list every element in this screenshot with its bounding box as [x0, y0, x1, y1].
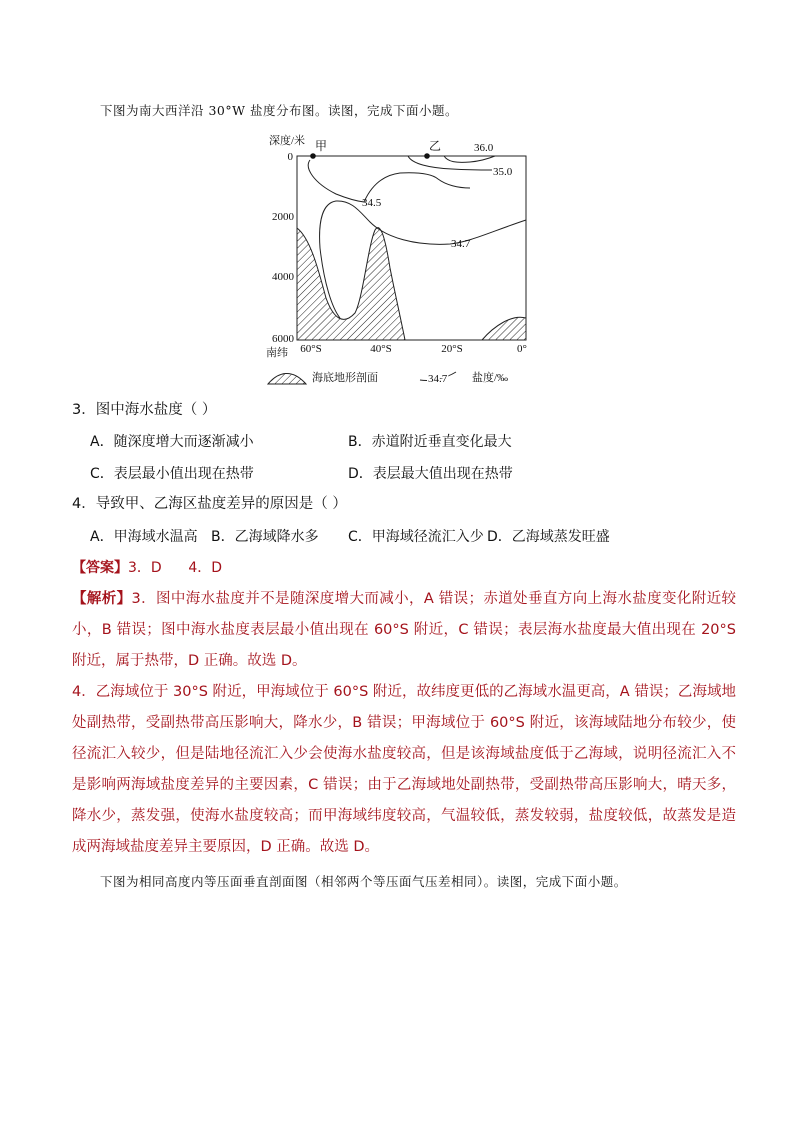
- answer-text: 3．D 4．D: [128, 560, 223, 576]
- intro-text-1: 下图为南大西洋沿 30°W 盐度分布图。读图，完成下面小题。: [100, 103, 458, 118]
- q4-option-d: D．乙海域蒸发旺盛: [487, 529, 610, 545]
- analysis-q3: [72, 584, 736, 677]
- q4-option-b: B．乙海域降水多: [211, 529, 319, 545]
- depth-tick-6000: 6000: [272, 333, 294, 345]
- legend-isoline-label: 盐度/‰: [472, 372, 509, 384]
- depth-tick-2000: 2000: [272, 211, 294, 223]
- isoline-label-34-5: 34.5: [362, 197, 382, 209]
- point-yi-marker: [424, 153, 430, 159]
- question-3-stem: 3．图中海水盐度（ ）: [72, 402, 217, 418]
- point-jia-label: 甲: [315, 139, 328, 153]
- legend-seafloor-label: 海底地形剖面: [312, 372, 378, 384]
- lat-tick-60: 60°S: [300, 343, 322, 355]
- seafloor-right: [482, 317, 526, 340]
- analysis-q4: 4．乙海域位于 30°S 附近，甲海域位于 60°S 附近，故纬度更低的乙海域水温更高，A 错误；乙海域地处副热带，受副热带高压影响大，降水少，B 错误；甲海域位于 60°S 附近，该海域陆地分布较少，使径流汇入较少，但是陆地径流汇入少会使海水盐度较高，但是该海域盐度低于乙海域，说明径流汇入不是影响两海域盐度差异的主要因素，C 错误；由于乙海域地处副热带，受副热带高压影响大，晴天多，降水少，蒸发强，使海水盐度较高；而甲海域纬度较高，气温较低，蒸发较弱，盐度较低，故蒸发是造成两海域盐度差异主要原因，D 正确。故选 D。: [72, 684, 736, 855]
- q3-option-c: C．表层最小值出现在热带: [90, 466, 254, 482]
- isoline-label-35: 35.0: [493, 166, 513, 178]
- legend-isoline-value: 34.7: [428, 373, 448, 385]
- lat-tick-0: 0°: [517, 343, 527, 355]
- question-4-stem: 4．导致甲、乙海区盐度差异的原因是（ ）: [72, 496, 347, 512]
- isoline-35: [408, 156, 492, 170]
- analysis-q3-text: 3．图中海水盐度并不是随深度增大而减小，A 错误；赤道处垂直方向上海水盐度变化附近较小，B 错误；图中海水盐度表层最小值出现在 60°S 附近，C 错误；表层海水盐度最大值出现在 20°S 附近，属于热带，D 正确。故选 D。: [72, 591, 736, 669]
- q4-option-a: A．甲海域水温高: [90, 529, 198, 545]
- salinity-figure: [0, 128, 794, 388]
- seafloor-left: [297, 228, 405, 340]
- legend-seafloor-swatch: [268, 373, 306, 384]
- isoline-34-7: [320, 201, 526, 248]
- answer-line: [72, 558, 222, 578]
- q3-option-d: D．表层最大值出现在热带: [348, 466, 513, 482]
- isoline-36: [444, 156, 495, 162]
- depth-tick-4000: 4000: [272, 271, 294, 283]
- q3-option-a: A．随深度增大而逐渐减小: [90, 434, 254, 450]
- y-axis-title: 深度/米: [269, 135, 306, 147]
- isoline-label-36: 36.0: [474, 142, 494, 154]
- lat-tick-20: 20°S: [441, 343, 463, 355]
- lat-tick-40: 40°S: [370, 343, 392, 355]
- point-jia-marker: [310, 153, 316, 159]
- answer-tag: 【答案】: [72, 560, 128, 576]
- intro-text-2: 下图为相同高度内等压面垂直剖面图（相邻两个等压面气压差相同）。读图，完成下面小题。: [100, 874, 627, 889]
- x-axis-title: 南纬: [266, 347, 288, 359]
- isoline-label-34-7: 34.7: [451, 238, 471, 250]
- depth-tick-0: 0: [287, 151, 293, 163]
- q4-option-c: C．甲海域径流汇入少: [348, 529, 484, 545]
- q3-option-b: B．赤道附近垂直变化最大: [348, 434, 512, 450]
- isoline-34-5: [308, 160, 470, 202]
- point-yi-label: 乙: [429, 139, 442, 153]
- analysis-tag: 【解析】: [72, 591, 132, 607]
